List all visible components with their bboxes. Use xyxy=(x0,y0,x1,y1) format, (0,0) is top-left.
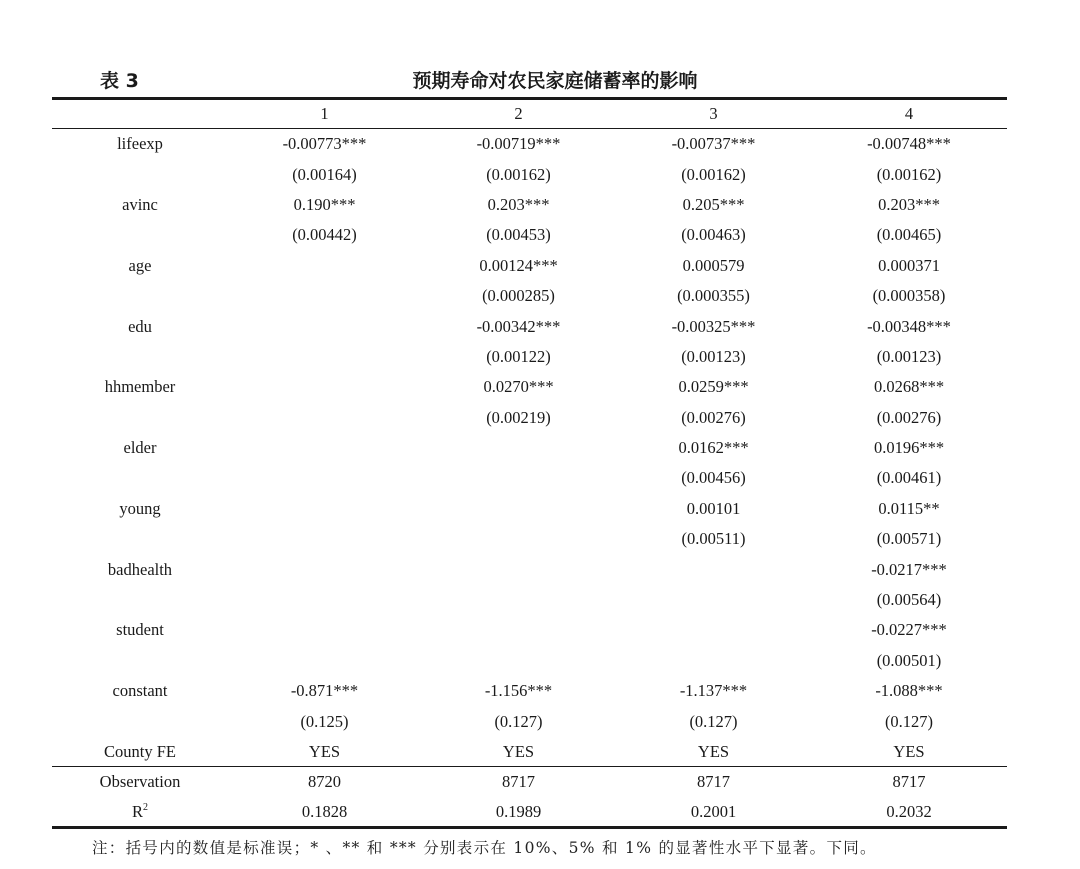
std-error-row xyxy=(52,281,1007,311)
coefficient-cell: 0.203*** xyxy=(878,194,940,214)
std-error-cell: (0.00463) xyxy=(681,225,746,245)
std-error-cell: (0.00276) xyxy=(681,407,746,427)
std-error-cell: (0.00162) xyxy=(486,164,551,184)
coefficient-cell: -1.156*** xyxy=(484,681,553,701)
std-error-cell: (0.127) xyxy=(884,711,934,731)
county-fe-row xyxy=(52,737,1007,767)
coef-row xyxy=(52,554,1007,584)
r-squared-row xyxy=(52,797,1007,827)
coefficient-cell: 0.000371 xyxy=(878,255,940,275)
coefficient-cell: -0.871*** xyxy=(290,681,359,701)
row-label: County FE xyxy=(104,742,176,762)
variable-label: lifeexp xyxy=(117,134,163,154)
header-cell-1: 1 xyxy=(320,104,329,123)
value-cell: 8717 xyxy=(502,772,535,791)
table-note: 注：括号内的数值是标准误；* 、** 和 *** 分别表示在 10%、5% 和 1% 的显著性水平下显著。下同。 xyxy=(92,839,877,857)
coef-row xyxy=(52,190,1007,220)
variable-label: student xyxy=(116,620,164,640)
std-error-cell: (0.000285) xyxy=(482,286,555,306)
std-error-row xyxy=(52,403,1007,433)
header-cell-3: 3 xyxy=(709,104,718,123)
variable-label: elder xyxy=(123,438,157,458)
std-error-cell: (0.00162) xyxy=(681,164,746,184)
std-error-cell: (0.00564) xyxy=(876,590,942,610)
coef-row xyxy=(52,433,1007,463)
value-cell: 8720 xyxy=(308,772,341,791)
header-cell-4: 4 xyxy=(904,104,914,123)
coefficient-cell: 0.0115** xyxy=(878,498,940,518)
std-error-row xyxy=(52,585,1007,615)
std-error-row xyxy=(52,220,1007,250)
coefficient-cell: 0.0268*** xyxy=(873,377,945,397)
coefficient-cell: -0.00325*** xyxy=(671,316,756,336)
value-cell: 0.1828 xyxy=(301,802,348,821)
std-error-cell: (0.00276) xyxy=(876,407,942,427)
table-title: 预期寿命对农民家庭储蓄率的影响 xyxy=(412,70,698,92)
variable-label: badhealth xyxy=(107,559,173,579)
value-cell: 0.1989 xyxy=(495,802,542,821)
value-cell: 8717 xyxy=(892,772,926,791)
observation-row xyxy=(52,767,1007,797)
coefficient-cell: 0.000579 xyxy=(682,255,745,275)
coefficient-cell: 0.0196*** xyxy=(873,438,945,458)
variable-label: avinc xyxy=(122,194,158,214)
coef-row xyxy=(52,372,1007,402)
coefficient-cell: -0.00737*** xyxy=(671,134,756,154)
table-footer xyxy=(52,767,1007,827)
std-error-cell: (0.00442) xyxy=(292,225,357,245)
std-error-row xyxy=(52,524,1007,554)
std-error-cell: (0.00219) xyxy=(486,407,551,427)
row-label: Observation xyxy=(99,772,181,791)
std-error-cell: (0.00453) xyxy=(486,225,551,245)
coefficient-cell: -0.00348*** xyxy=(867,316,951,336)
value-cell: YES xyxy=(697,742,730,762)
std-error-cell: (0.00456) xyxy=(681,468,746,488)
value-cell: 0.2001 xyxy=(690,802,737,821)
coefficient-cell: 0.00124*** xyxy=(479,255,558,275)
std-error-cell: (0.000358) xyxy=(872,286,946,306)
std-error-cell: (0.125) xyxy=(300,711,349,731)
std-error-row xyxy=(52,646,1007,676)
coefficient-cell: -0.00773*** xyxy=(282,134,367,154)
std-error-row xyxy=(52,463,1007,493)
std-error-cell: (0.127) xyxy=(494,711,543,731)
coefficient-cell: -0.00748*** xyxy=(867,134,951,154)
value-cell: 0.2032 xyxy=(886,802,932,821)
std-error-row xyxy=(52,706,1007,736)
std-error-cell: (0.00571) xyxy=(876,529,942,549)
coefficient-cell: 0.0259*** xyxy=(678,377,749,397)
coefficient-cell: -1.088*** xyxy=(875,681,943,701)
table-body xyxy=(52,129,1007,737)
coefficient-cell: -0.0227*** xyxy=(871,620,947,640)
std-error-cell: (0.127) xyxy=(689,711,738,731)
coef-row xyxy=(52,129,1007,159)
coefficient-cell: -1.137*** xyxy=(679,681,748,701)
coefficient-cell: -0.00342*** xyxy=(476,316,561,336)
variable-label: age xyxy=(128,255,152,275)
coefficient-cell: -0.0217*** xyxy=(871,559,947,579)
header-row xyxy=(52,100,1007,128)
coefficient-cell: 0.205*** xyxy=(682,194,745,214)
value-cell: YES xyxy=(308,742,341,762)
variable-label: constant xyxy=(112,681,168,701)
coefficient-cell: 0.0162*** xyxy=(678,438,749,458)
value-cell: YES xyxy=(893,742,925,762)
std-error-cell: (0.00465) xyxy=(876,225,942,245)
header-cell-2: 2 xyxy=(514,104,523,123)
coefficient-cell: 0.190*** xyxy=(293,194,356,214)
county-fe-row-wrap xyxy=(52,737,1007,767)
std-error-cell: (0.00122) xyxy=(486,346,551,366)
value-cell: YES xyxy=(502,742,535,762)
coefficient-cell: 0.203*** xyxy=(487,194,550,214)
coef-row xyxy=(52,615,1007,645)
coef-row xyxy=(52,251,1007,281)
bottom-rule xyxy=(52,826,1007,829)
coef-row xyxy=(52,311,1007,341)
std-error-row xyxy=(52,342,1007,372)
r-squared-base: R xyxy=(131,802,143,821)
coef-row xyxy=(52,676,1007,706)
std-error-cell: (0.00162) xyxy=(876,164,942,184)
std-error-row xyxy=(52,159,1007,189)
variable-label: edu xyxy=(128,316,152,336)
coefficient-cell: -0.00719*** xyxy=(476,134,561,154)
std-error-cell: (0.00461) xyxy=(876,468,942,488)
r-squared-sup: 2 xyxy=(143,802,148,813)
value-cell: 8717 xyxy=(697,772,730,791)
variable-label: hhmember xyxy=(104,377,176,397)
coef-row xyxy=(52,494,1007,524)
std-error-cell: (0.00123) xyxy=(876,346,942,366)
std-error-cell: (0.00501) xyxy=(876,650,942,670)
std-error-cell: (0.00164) xyxy=(292,164,357,184)
row-label xyxy=(52,802,228,822)
variable-label: young xyxy=(119,498,161,518)
table-label: 表 3 xyxy=(100,70,139,92)
coefficient-cell: 0.00101 xyxy=(686,498,741,518)
std-error-cell: (0.00123) xyxy=(681,346,746,366)
std-error-cell: (0.00511) xyxy=(681,529,746,549)
std-error-cell: (0.000355) xyxy=(677,286,750,306)
column-header-row xyxy=(52,100,1007,128)
coefficient-cell: 0.0270*** xyxy=(483,377,554,397)
